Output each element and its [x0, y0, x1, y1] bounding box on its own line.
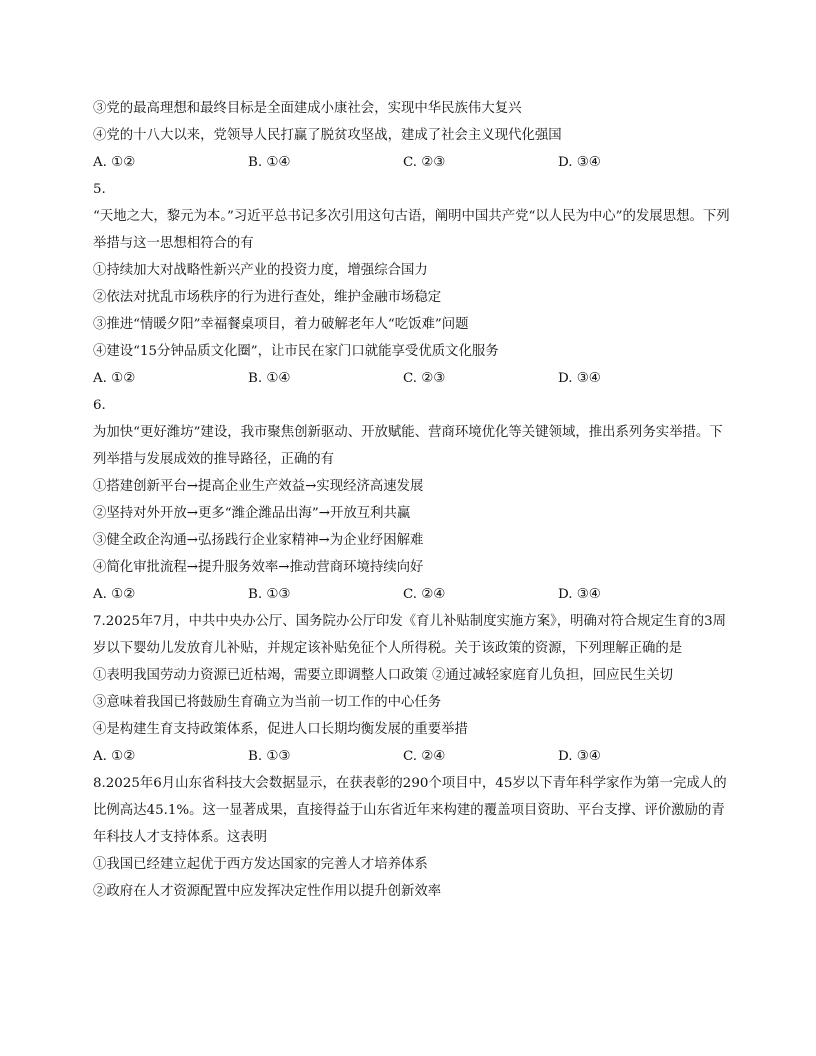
question-6-items — [93, 473, 733, 581]
question-5-option-a: A. ①② — [93, 371, 136, 386]
question-5-item-4: ④建设“15分钟品质文化圈”，让市民在家门口就能享受优质文化服务 — [93, 344, 499, 359]
question-7-options — [93, 743, 733, 770]
question-6-option-a: A. ①② — [93, 587, 136, 602]
question-7-option-a: A. ①② — [93, 749, 136, 764]
question-5-item-3: ③推进“情暖夕阳”幸福餐桌项目，着力破解老年人“吃饭难”问题 — [93, 317, 469, 332]
question-4-option-c: C. ②③ — [403, 155, 446, 170]
question-content — [93, 95, 733, 905]
question-4-option-d: D. ③④ — [558, 155, 601, 170]
question-7-option-d: D. ③④ — [558, 749, 601, 764]
question-8-item-1: ①我国已经建立起优于西方发达国家的完善人才培养体系 — [93, 857, 428, 872]
question-5-stem: “天地之大，黎元为本。”习近平总书记多次引用这句古语，阐明中国共产党“以人民为中心”的发展思想。下列举措与这一思想相符合的有 — [93, 209, 730, 251]
question-5-option-b: B. ①④ — [248, 371, 291, 386]
question-7-item-1-2: ①表明我国劳动力资源已近枯竭，需要立即调整人口政策 ②通过减轻家庭育儿负担，回应民生关切 — [93, 668, 674, 683]
question-6-item-1: ①搭建创新平台→提高企业生产效益→实现经济高速发展 — [93, 479, 424, 494]
question-4-items — [93, 95, 733, 149]
question-7-option-b: B. ①③ — [248, 749, 291, 764]
question-4-item-3: ③党的最高理想和最终目标是全面建成小康社会，实现中华民族伟大复兴 — [93, 101, 522, 116]
question-7-item-3: ③意味着我国已将鼓励生育确立为当前一切工作的中心任务 — [93, 695, 442, 710]
question-7-option-c: C. ②④ — [403, 749, 446, 764]
question-6-item-4: ④简化审批流程→提升服务效率→推动营商环境持续向好 — [93, 560, 424, 575]
question-8-items — [93, 851, 733, 905]
question-5-items — [93, 257, 733, 365]
question-6-item-3: ③健全政企沟通→弘扬践行企业家精神→为企业纾困解难 — [93, 533, 424, 548]
question-5-options — [93, 365, 733, 392]
question-6-option-c: C. ②④ — [403, 587, 446, 602]
question-7-stem: 7.2025年7月，中共中央办公厅、国务院办公厅印发《育儿补贴制度实施方案》，明确对符合规定生育的3周岁以下婴幼儿发放育儿补贴，并规定该补贴免征个人所得税。关于该政策的资源，下列理解正确的是 — [93, 614, 726, 656]
question-5-number: 5. — [93, 182, 106, 197]
question-6-item-2: ②坚持对外开放→更多“潍企潍品出海”→开放互利共赢 — [93, 506, 411, 521]
question-5-item-2: ②依法对扰乱市场秩序的行为进行查处，维护金融市场稳定 — [93, 290, 442, 305]
question-4-item-4: ④党的十八大以来，党领导人民打赢了脱贫攻坚战，建成了社会主义现代化强国 — [93, 128, 562, 143]
question-8-stem: 8.2025年6月山东省科技大会数据显示，在获表彰的290个项目中，45岁以下青年科学家作为第一完成人的比例高达45.1%。这一显著成果，直接得益于山东省近年来构建的覆盖项目资助、平台支撑、评价激励的青年科技人才支持体系。这表明 — [93, 776, 727, 845]
question-7-item-4: ④是构建生育支持政策体系，促进人口长期均衡发展的重要举措 — [93, 722, 468, 737]
question-4-options — [93, 149, 733, 176]
question-6-number: 6. — [93, 398, 106, 413]
question-4-option-b: B. ①④ — [248, 155, 291, 170]
question-6-options — [93, 581, 733, 608]
question-6-stem: 为加快“更好潍坊”建设，我市聚焦创新驱动、开放赋能、营商环境优化等关键领域，推出系列务实举措。下列举措与发展成效的推导路径，正确的有 — [93, 425, 723, 467]
question-5-item-1: ①持续加大对战略性新兴产业的投资力度，增强综合国力 — [93, 263, 428, 278]
question-6-option-b: B. ①③ — [248, 587, 291, 602]
question-8-item-2: ②政府在人才资源配置中应发挥决定性作用以提升创新效率 — [93, 884, 442, 899]
question-6-option-d: D. ③④ — [558, 587, 601, 602]
question-5-option-d: D. ③④ — [558, 371, 601, 386]
question-5-option-c: C. ②③ — [403, 371, 446, 386]
question-4-option-a: A. ①② — [93, 155, 136, 170]
question-7-items — [93, 662, 733, 743]
